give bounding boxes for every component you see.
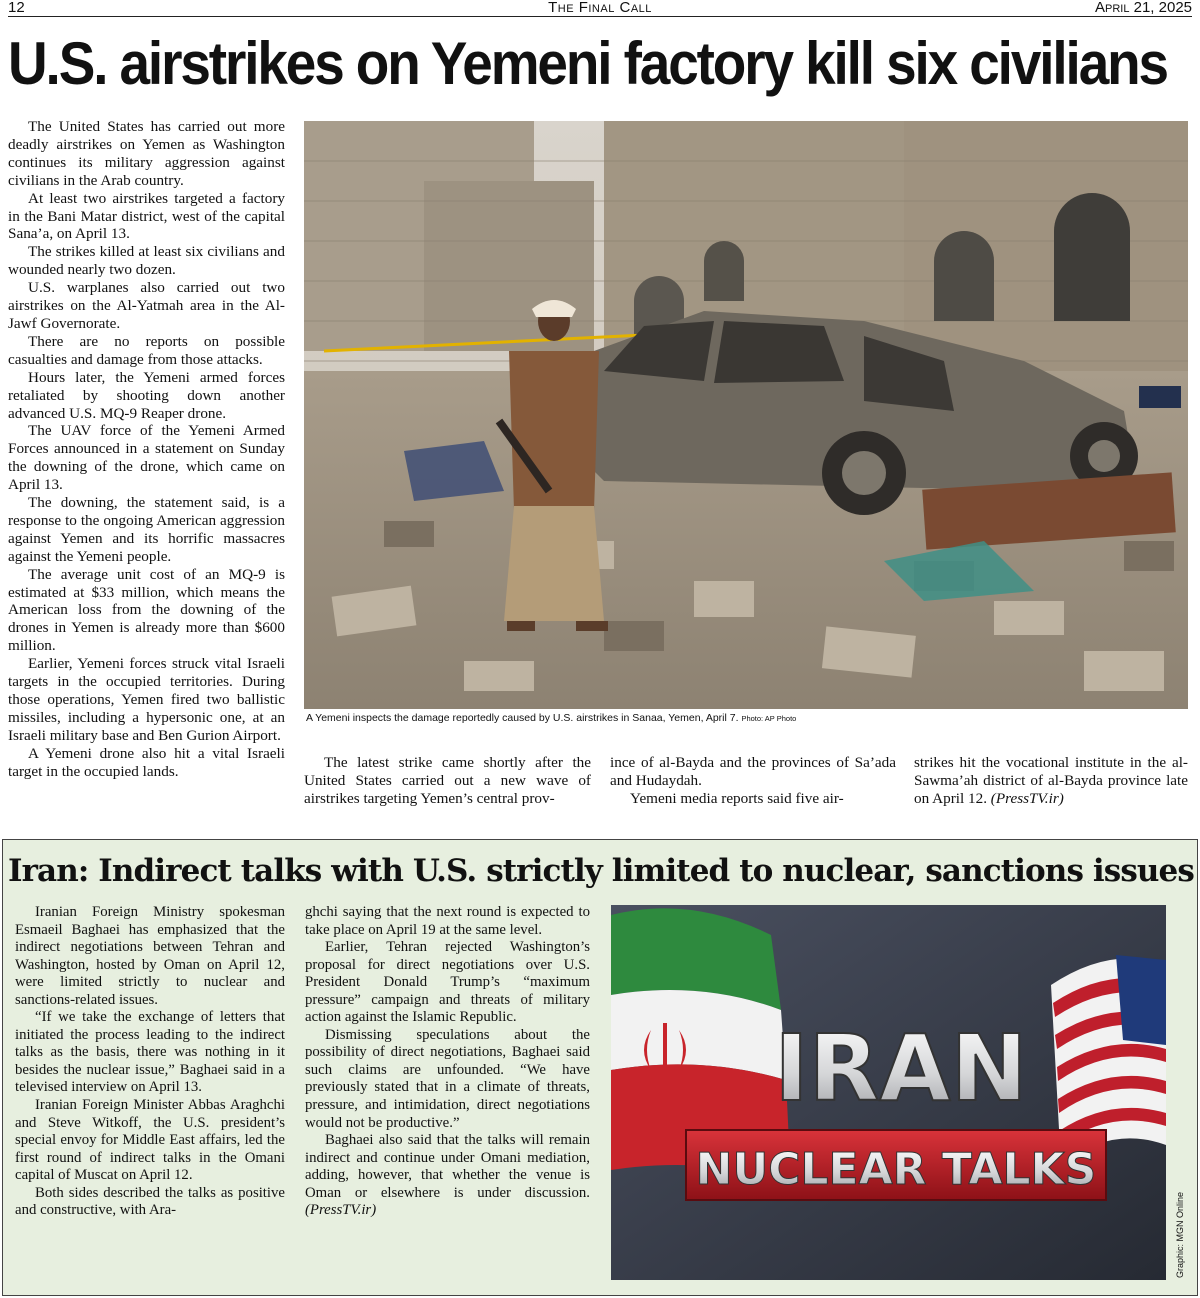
paragraph: Earlier, Yemeni forces struck vital Israeli targets in the occupied territories. During those operations, Yemen fired two ballistic missiles, including a hypersonic one, at an Israeli military base and Ben Gurion Airport. <box>8 655 285 744</box>
iran-nuclear-talks-graphic <box>611 905 1166 1280</box>
paragraph: “If we take the exchange of letters that initiated the process leading to the indirect talks as the basis, there was nothing in it besides the nuclear issue,” Baghaei said in a televised interview on April 13. <box>15 1009 285 1096</box>
source-credit: (PressTV.ir) <box>990 789 1064 807</box>
story2-headline: Iran: Indirect talks with U.S. strictly limited to nuclear, sanctions issues <box>8 853 1194 889</box>
photo-credit: Photo: AP Photo <box>741 714 797 723</box>
story1-column-1 <box>8 118 285 781</box>
paragraph <box>914 754 1188 808</box>
story1-column-2 <box>304 754 591 808</box>
paragraph: Iranian Foreign Ministry spokesman Esmaeil Baghaei has emphasized that the indirect negotiations between Tehran and Washington, hosted by Oman on April 12, were limited strictly to nuclear and sanctions-related issues. <box>15 904 285 1008</box>
source-credit: (PressTV.ir) <box>305 1202 377 1219</box>
paragraph: At least two airstrikes targeted a factory in the Bani Matar district, west of the capital Sana’a, on April 13. <box>8 189 285 243</box>
paragraph: The strikes killed at least six civilians and wounded nearly two dozen. <box>8 243 285 279</box>
graphic-credit: Graphic: MGN Online <box>1175 1191 1185 1279</box>
paragraph: Earlier, Tehran rejected Washington’s proposal for direct negotiations over U.S. President Donald Trump’s “maximum pressure” campaign and threats of military action against the Islamic Republic. <box>305 939 590 1026</box>
paragraph: The downing, the statement said, is a response to the ongoing American aggression against Yemen and its horrific massacres against the Yemeni people. <box>8 494 285 565</box>
story1-column-4 <box>914 754 1188 808</box>
folio-bar <box>8 0 1192 17</box>
paragraph: Yemeni media reports said five air- <box>630 789 844 807</box>
page-number: 12 <box>8 0 25 16</box>
paragraph: A Yemeni drone also hit a vital Israeli target in the occupied lands. <box>8 744 285 780</box>
paragraph: Hours later, the Yemeni armed forces retaliated by shooting down another advanced U.S. MQ-9 Reaper drone. <box>8 368 285 422</box>
graphic-subtitle: NUCLEAR TALKS <box>695 1144 1097 1195</box>
story2-column-1 <box>15 904 285 1220</box>
paragraph: Iranian Foreign Minister Abbas Araghchi and Steve Witkoff, the U.S. president’s special envoy for Middle East affairs, led the first round of indirect talks in the Omani capital of Muscat on April 12. <box>15 1097 285 1184</box>
story1-column-3 <box>610 754 896 808</box>
paragraph-text: Baghaei also said that the talks will remain indirect and continue under Omani mediation, adding, however, that whether the venue is Oman or elsewhere is under discussion. <box>305 1132 590 1201</box>
paragraph: The United States has carried out more deadly airstrikes on Yemen as Washington continues its military aggression against civilians in the Arab country. <box>8 118 285 189</box>
paragraph: ghchi saying that the next round is expected to take place on April 19 at the same level. <box>305 904 590 938</box>
publication-name: The Final Call <box>548 0 652 16</box>
paragraph: U.S. warplanes also carried out two airstrikes on the Al-Yatmah area in the Al-Jawf Governorate. <box>8 279 285 332</box>
graphic-credit-strip <box>1167 905 1193 1280</box>
yemen-damage-photo <box>304 121 1188 709</box>
issue-date: April 21, 2025 <box>1094 0 1192 16</box>
paragraph: The average unit cost of an MQ-9 is estimated at $33 million, which means the American loss from the downing of the drones in Yemen is already more than $600 million. <box>8 565 285 655</box>
paragraph: Both sides described the talks as positive and constructive, with Ara- <box>15 1184 285 1219</box>
graphic-title: IRAN <box>774 1015 1028 1122</box>
paragraph: The UAV force of the Yemeni Armed Forces announced in a statement on Sunday the downing of the drone, which came on April 13. <box>8 422 285 494</box>
paragraph: The latest strike came shortly after the United States carried out a new wave of airstrikes targeting Yemen’s central prov- <box>304 754 591 807</box>
caption-text: A Yemeni inspects the damage reportedly caused by U.S. airstrikes in Sanaa, Yemen, April 7. <box>306 712 739 724</box>
photo-caption <box>306 712 1186 724</box>
story1-headline: U.S. airstrikes on Yemeni factory kill six civilians <box>8 30 1167 97</box>
paragraph: ince of al-Bayda and the provinces of Sa’ada and Hudaydah. <box>610 754 896 789</box>
paragraph: There are no reports on possible casualties and damage from those attacks. <box>8 332 285 368</box>
paragraph <box>305 1132 590 1220</box>
paragraph: Dismissing speculations about the possibility of direct negotiations, Baghaei said such claims are unfounded. “We have previously stated that in a climate of threats, pressure, and intimidation, direct negotiations would not be productive.” <box>305 1026 590 1131</box>
paragraph-text: strikes hit the vocational institute in the al-Sawma’ah district of al-Bayda province late on April 12. <box>914 754 1188 807</box>
story2-column-2 <box>305 904 590 1220</box>
